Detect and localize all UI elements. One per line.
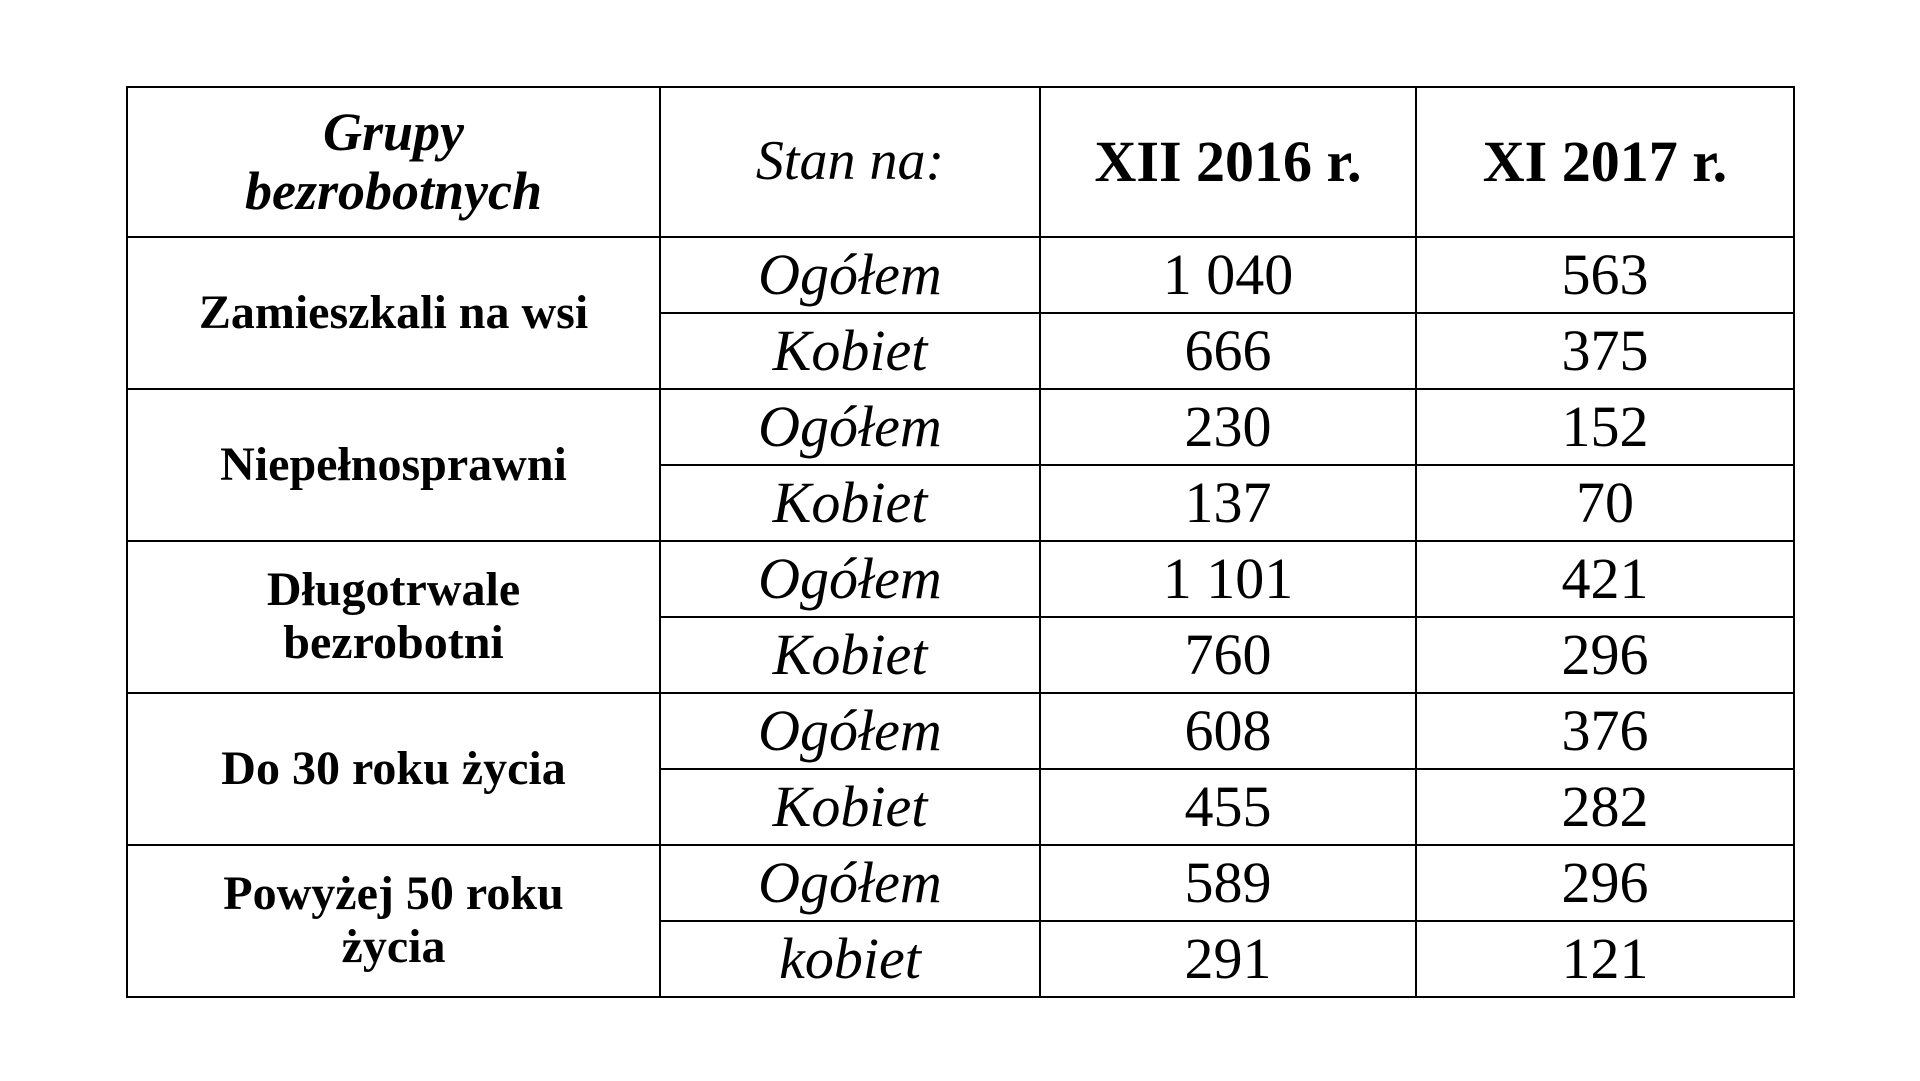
value-2017: 376	[1416, 693, 1794, 769]
row-label: Ogółem	[660, 541, 1040, 617]
value-2016: 291	[1040, 921, 1416, 997]
group-name-line1: Do 30 roku życia	[221, 741, 566, 795]
row-label: Kobiet	[660, 313, 1040, 389]
value-2016: 760	[1040, 617, 1416, 693]
table-row	[127, 693, 1794, 769]
value-2016: 589	[1040, 845, 1416, 921]
header-row	[127, 87, 1794, 237]
value-2016: 1 101	[1040, 541, 1416, 617]
row-label: Kobiet	[660, 617, 1040, 693]
group-name-cell	[127, 693, 660, 845]
header-group-line2: bezrobotnych	[245, 161, 542, 221]
table-row	[127, 541, 1794, 617]
value-2016: 608	[1040, 693, 1416, 769]
value-2016: 230	[1040, 389, 1416, 465]
table-row	[127, 389, 1794, 465]
header-stan-cell: Stan na:	[660, 87, 1040, 237]
unemployment-table	[126, 86, 1795, 998]
value-2017: 375	[1416, 313, 1794, 389]
value-2017: 70	[1416, 465, 1794, 541]
row-label: kobiet	[660, 921, 1040, 997]
value-2017: 563	[1416, 237, 1794, 313]
table-row	[127, 237, 1794, 313]
row-label: Ogółem	[660, 845, 1040, 921]
group-name-cell	[127, 237, 660, 389]
group-name-cell	[127, 845, 660, 997]
header-group-line1: Grupy	[322, 101, 464, 162]
group-name-line2: bezrobotni	[283, 616, 504, 669]
header-period-2017: XI 2017 r.	[1416, 87, 1794, 237]
group-name-line1: Powyżej 50 roku	[223, 867, 564, 921]
value-2016: 666	[1040, 313, 1416, 389]
group-name-cell	[127, 541, 660, 693]
value-2017: 296	[1416, 845, 1794, 921]
value-2017: 296	[1416, 617, 1794, 693]
row-label: Kobiet	[660, 769, 1040, 845]
value-2016: 455	[1040, 769, 1416, 845]
header-period-2016: XII 2016 r.	[1040, 87, 1416, 237]
group-name-cell	[127, 389, 660, 541]
value-2017: 282	[1416, 769, 1794, 845]
group-name-line2: życia	[341, 920, 446, 973]
row-label: Kobiet	[660, 465, 1040, 541]
row-label: Ogółem	[660, 237, 1040, 313]
group-name-line1: Niepełnosprawni	[220, 437, 567, 491]
value-2017: 421	[1416, 541, 1794, 617]
value-2016: 137	[1040, 465, 1416, 541]
value-2016: 1 040	[1040, 237, 1416, 313]
table-row	[127, 845, 1794, 921]
group-name-line1: Zamieszkali na wsi	[198, 285, 589, 339]
row-label: Ogółem	[660, 693, 1040, 769]
value-2017: 121	[1416, 921, 1794, 997]
row-label: Ogółem	[660, 389, 1040, 465]
header-group-cell	[127, 87, 660, 237]
value-2017: 152	[1416, 389, 1794, 465]
group-name-line1: Długotrwale	[266, 563, 521, 617]
